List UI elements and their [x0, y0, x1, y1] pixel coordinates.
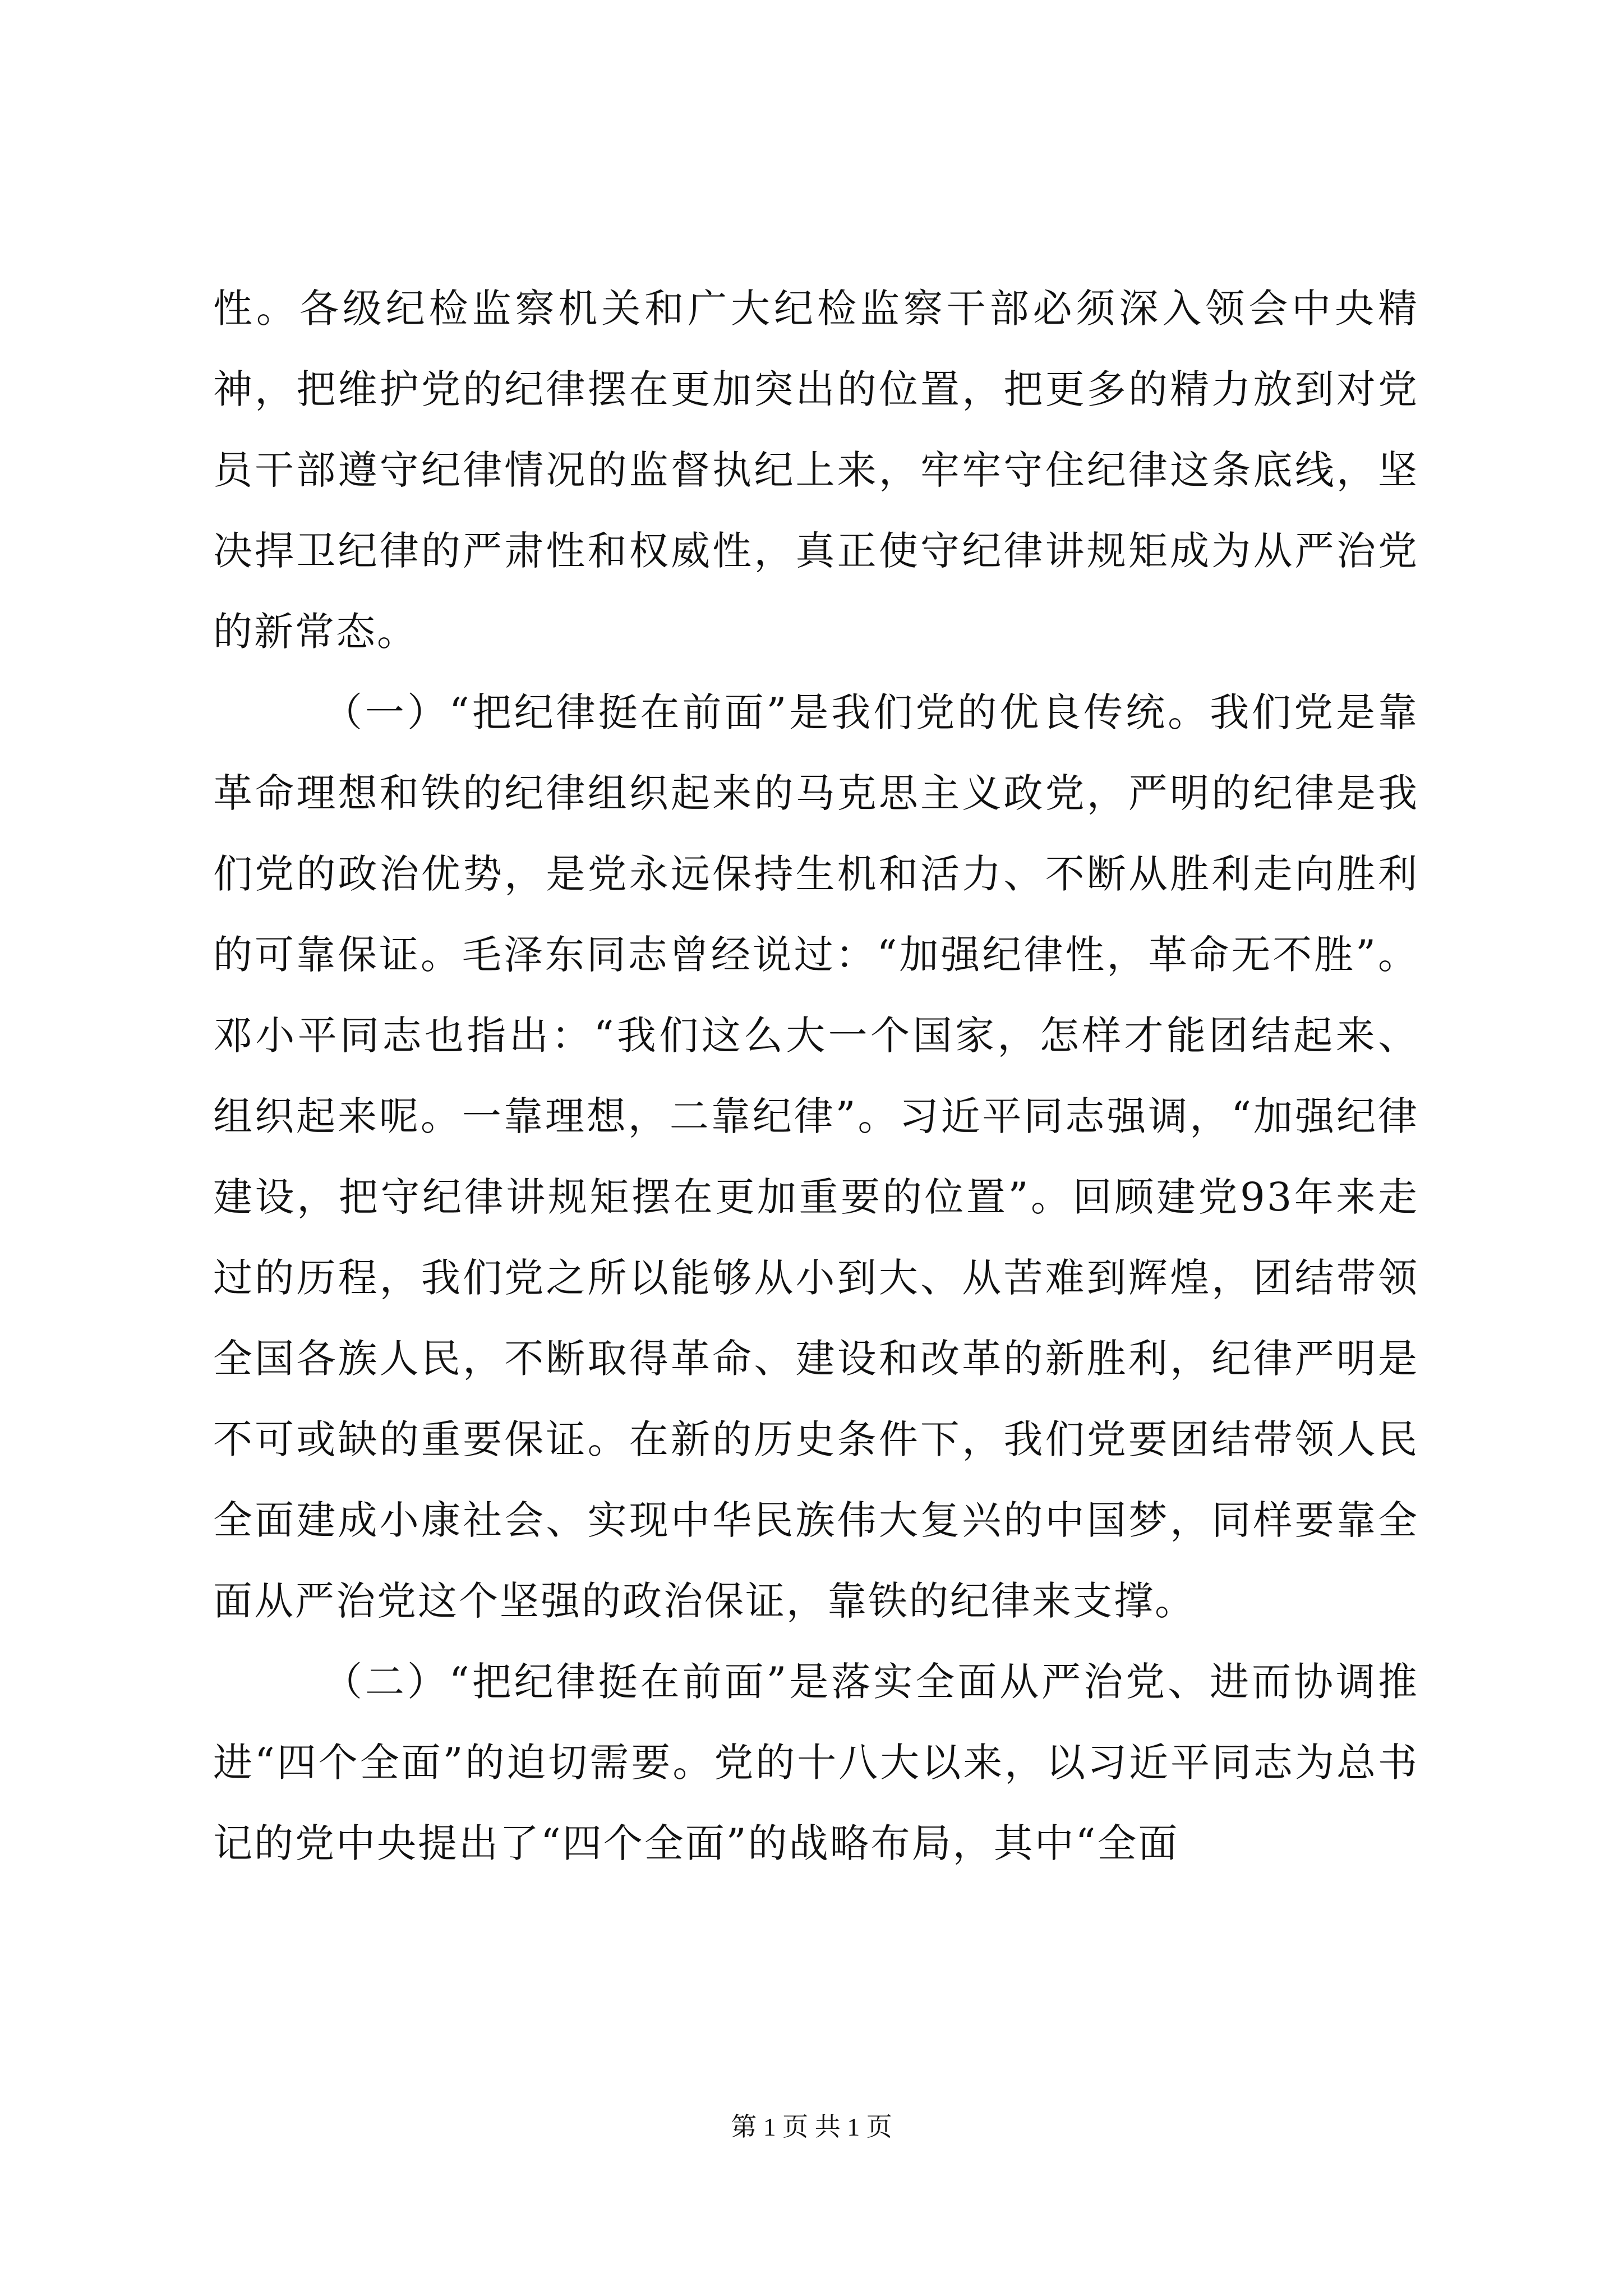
- document-body: [213, 268, 1419, 1884]
- paragraph-section-1: （一）“把纪律挺在前面”是我们党的优良传统。我们党是靠革命理想和铁的纪律组织起来的马克思主义政党，严明的纪律是我们党的政治优势，是党永远保持生机和活力、不断从胜利走向胜利的可靠保证。毛泽东同志曾经说过：“加强纪律性，革命无不胜”。邓小平同志也指出：“我们这么大一个国家，怎样才能团结起来、组织起来呢。一靠理想，二靠纪律”。习近平同志强调，“加强纪律建设，把守纪律讲规矩摆在更加重要的位置”。回顾建党93年来走过的历程，我们党之所以能够从小到大、从苦难到辉煌，团结带领全国各族人民，不断取得革命、建设和改革的新胜利，纪律严明是不可或缺的重要保证。在新的历史条件下，我们党要团结带领人民全面建成小康社会、实现中华民族伟大复兴的中国梦，同样要靠全面从严治党这个坚强的政治保证，靠铁的纪律来支撑。: [213, 689, 1419, 1624]
- page-number-label: 第 1 页 共 1 页: [731, 2113, 892, 2141]
- paragraph-continuation: 性。各级纪检监察机关和广大纪检监察干部必须深入领会中央精神，把维护党的纪律摆在更加突出的位置，把更多的精力放到对党员干部遵守纪律情况的监督执纪上来，牢牢守住纪律这条底线，坚决捍卫纪律的严肃性和权威性，真正使守纪律讲规矩成为从严治党的新常态。: [213, 286, 1419, 655]
- page-footer: [0, 2106, 1623, 2143]
- paragraph-section-2: （二）“把纪律挺在前面”是落实全面从严治党、进而协调推进“四个全面”的迫切需要。党的十八大以来，以习近平同志为总书记的党中央提出了“四个全面”的战略布局，其中“全面: [213, 1659, 1419, 1866]
